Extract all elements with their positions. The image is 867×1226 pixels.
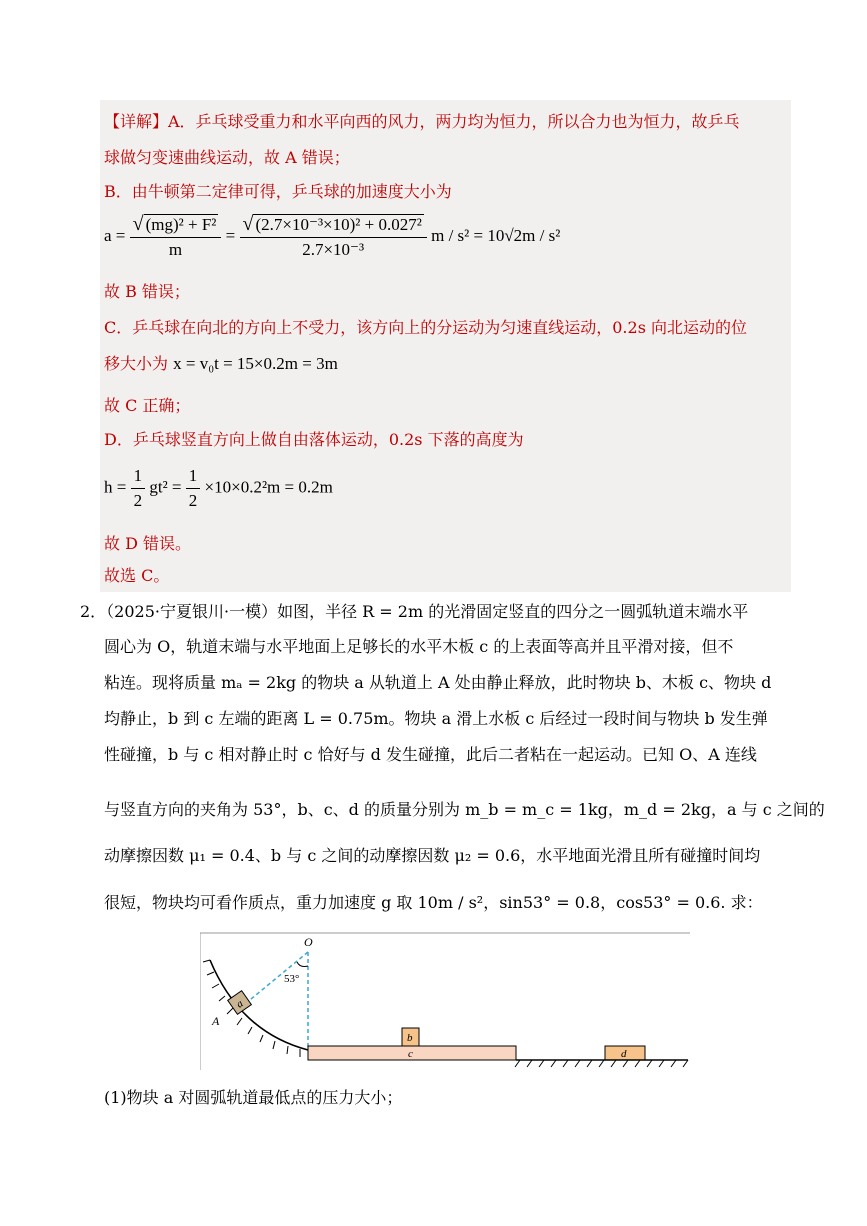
solution-line-b2: 故 B 错误； xyxy=(104,282,190,301)
eq-fraction-1: $\frac{\text{√ (mg)² + F²}}{m}$ xyxy=(130,214,222,260)
block-a xyxy=(228,991,252,1015)
solution-line-c3: 故 C 正确； xyxy=(104,396,191,415)
d-fraction-2: $\frac{1}{2}$ xyxy=(186,466,201,511)
solution-line-d2: 故 D 错误。 xyxy=(104,534,192,553)
d-eq-c: ×10×0.2²m = 0.2m xyxy=(204,477,333,497)
question-line-2: 圆心为 O，轨道末端与水平地面上足够长的水平木板 c 的上表面等高并且平滑对接，但不 xyxy=(104,637,734,656)
eq-num-2: (2.7×10⁻³×10)² + 0.027² xyxy=(255,215,422,234)
solution-line-c2 xyxy=(104,354,338,374)
solution-line-a1: 【详解】A．乒乓球受重力和水平向西的风力，两力均为恒力，所以合力也为恒力，故乒乓 xyxy=(104,112,740,131)
d-eq-b: gt² = xyxy=(149,477,182,497)
c2-equation: x = v₀t = 15×0.2m = 3m xyxy=(173,354,338,373)
label-c: c xyxy=(408,1048,413,1060)
solution-line-d1: D．乒乓球竖直方向上做自由落体运动，0.2s 下落的高度为 xyxy=(104,430,524,449)
question-line-3: 粘连。现将质量 mₐ = 2kg 的物块 a 从轨道上 A 处由静止释放，此时物块 b、木板 c、物块 d xyxy=(104,673,772,692)
c2-text: 移大小为 xyxy=(104,354,169,373)
label-d: d xyxy=(621,1048,627,1060)
d-fraction-1: $\frac{1}{2}$ xyxy=(131,466,146,511)
question-line-7: 动摩擦因数 μ₁ = 0.4、b 与 c 之间的动摩擦因数 μ₂ = 0.6，水平地面光滑且所有碰撞时间均 xyxy=(104,846,761,865)
label-a: a xyxy=(234,997,246,1011)
d-eq-a: h = xyxy=(104,477,127,497)
question-line-4: 均静止，b 到 c 左端的距离 L = 0.75m。物块 a 滑上水板 c 后经过一段时间与物块 b 发生弹 xyxy=(104,709,768,728)
question-line-5: 性碰撞，b 与 c 相对静止时 c 恰好与 d 发生碰撞，此后二者粘在一起运动。已知 O、A 连线 xyxy=(104,745,757,764)
eq-fraction-2: $\frac{\text{√ (2.7×10⁻³×10)² + 0.027²}}{\text{2.7×10⁻³}}$ xyxy=(240,214,427,260)
equation-height xyxy=(104,466,333,511)
label-A: A xyxy=(212,1014,220,1028)
eq-den-2: 2.7×10⁻³ xyxy=(302,240,365,259)
ground-hatching xyxy=(515,1060,688,1067)
eq-num-1: (mg)² + F² xyxy=(145,215,217,234)
angle-arc xyxy=(297,962,308,967)
question-line-6: 与竖直方向的夹角为 53°，b、c、d 的质量分别为 m_b = m_c = 1kg，m_d = 2kg，a 与 c 之间的 xyxy=(104,800,825,819)
solution-line-b1: B．由牛顿第二定律可得，乒乓球的加速度大小为 xyxy=(104,182,452,201)
question-line-8: 很短，物块均可看作质点，重力加速度 g 取 10m / s²，sin53° = 0.8，cos53° = 0.6. 求： xyxy=(104,893,763,912)
label-angle: 53° xyxy=(284,973,300,985)
solution-line-d3: 故选 C。 xyxy=(104,566,170,585)
eq-tail: m / s² = 10√2m / s² xyxy=(431,225,561,245)
question-line-1: 2．（2025·宁夏银川·一模）如图，半径 R = 2m 的光滑固定竖直的四分之一圆弧轨道末端水平 xyxy=(80,602,749,621)
physics-figure xyxy=(200,932,690,1072)
solution-line-c1: C．乒乓球在向北的方向上不受力，该方向上的分运动为匀速直线运动，0.2s 向北运动的位 xyxy=(104,318,747,337)
label-O: O xyxy=(304,935,313,949)
sub-question-1: (1)物块 a 对圆弧轨道最低点的压力大小； xyxy=(104,1088,403,1107)
eq-lhs: a = xyxy=(104,225,126,245)
equation-acceleration: a = $\frac{\text{√ (mg)² + F²}}{m}$ = $\frac{\text{√ (2.7×10⁻³×10)² + 0.027²}}{\text{2.7×10⁻³}}$ m / s² = 10√2m / s² xyxy=(104,213,561,259)
label-b: b xyxy=(407,1032,413,1044)
solution-line-a2: 球做匀变速曲线运动，故 A 错误； xyxy=(104,148,350,167)
solution-box xyxy=(100,100,791,592)
eq-den-1: m xyxy=(168,240,183,259)
